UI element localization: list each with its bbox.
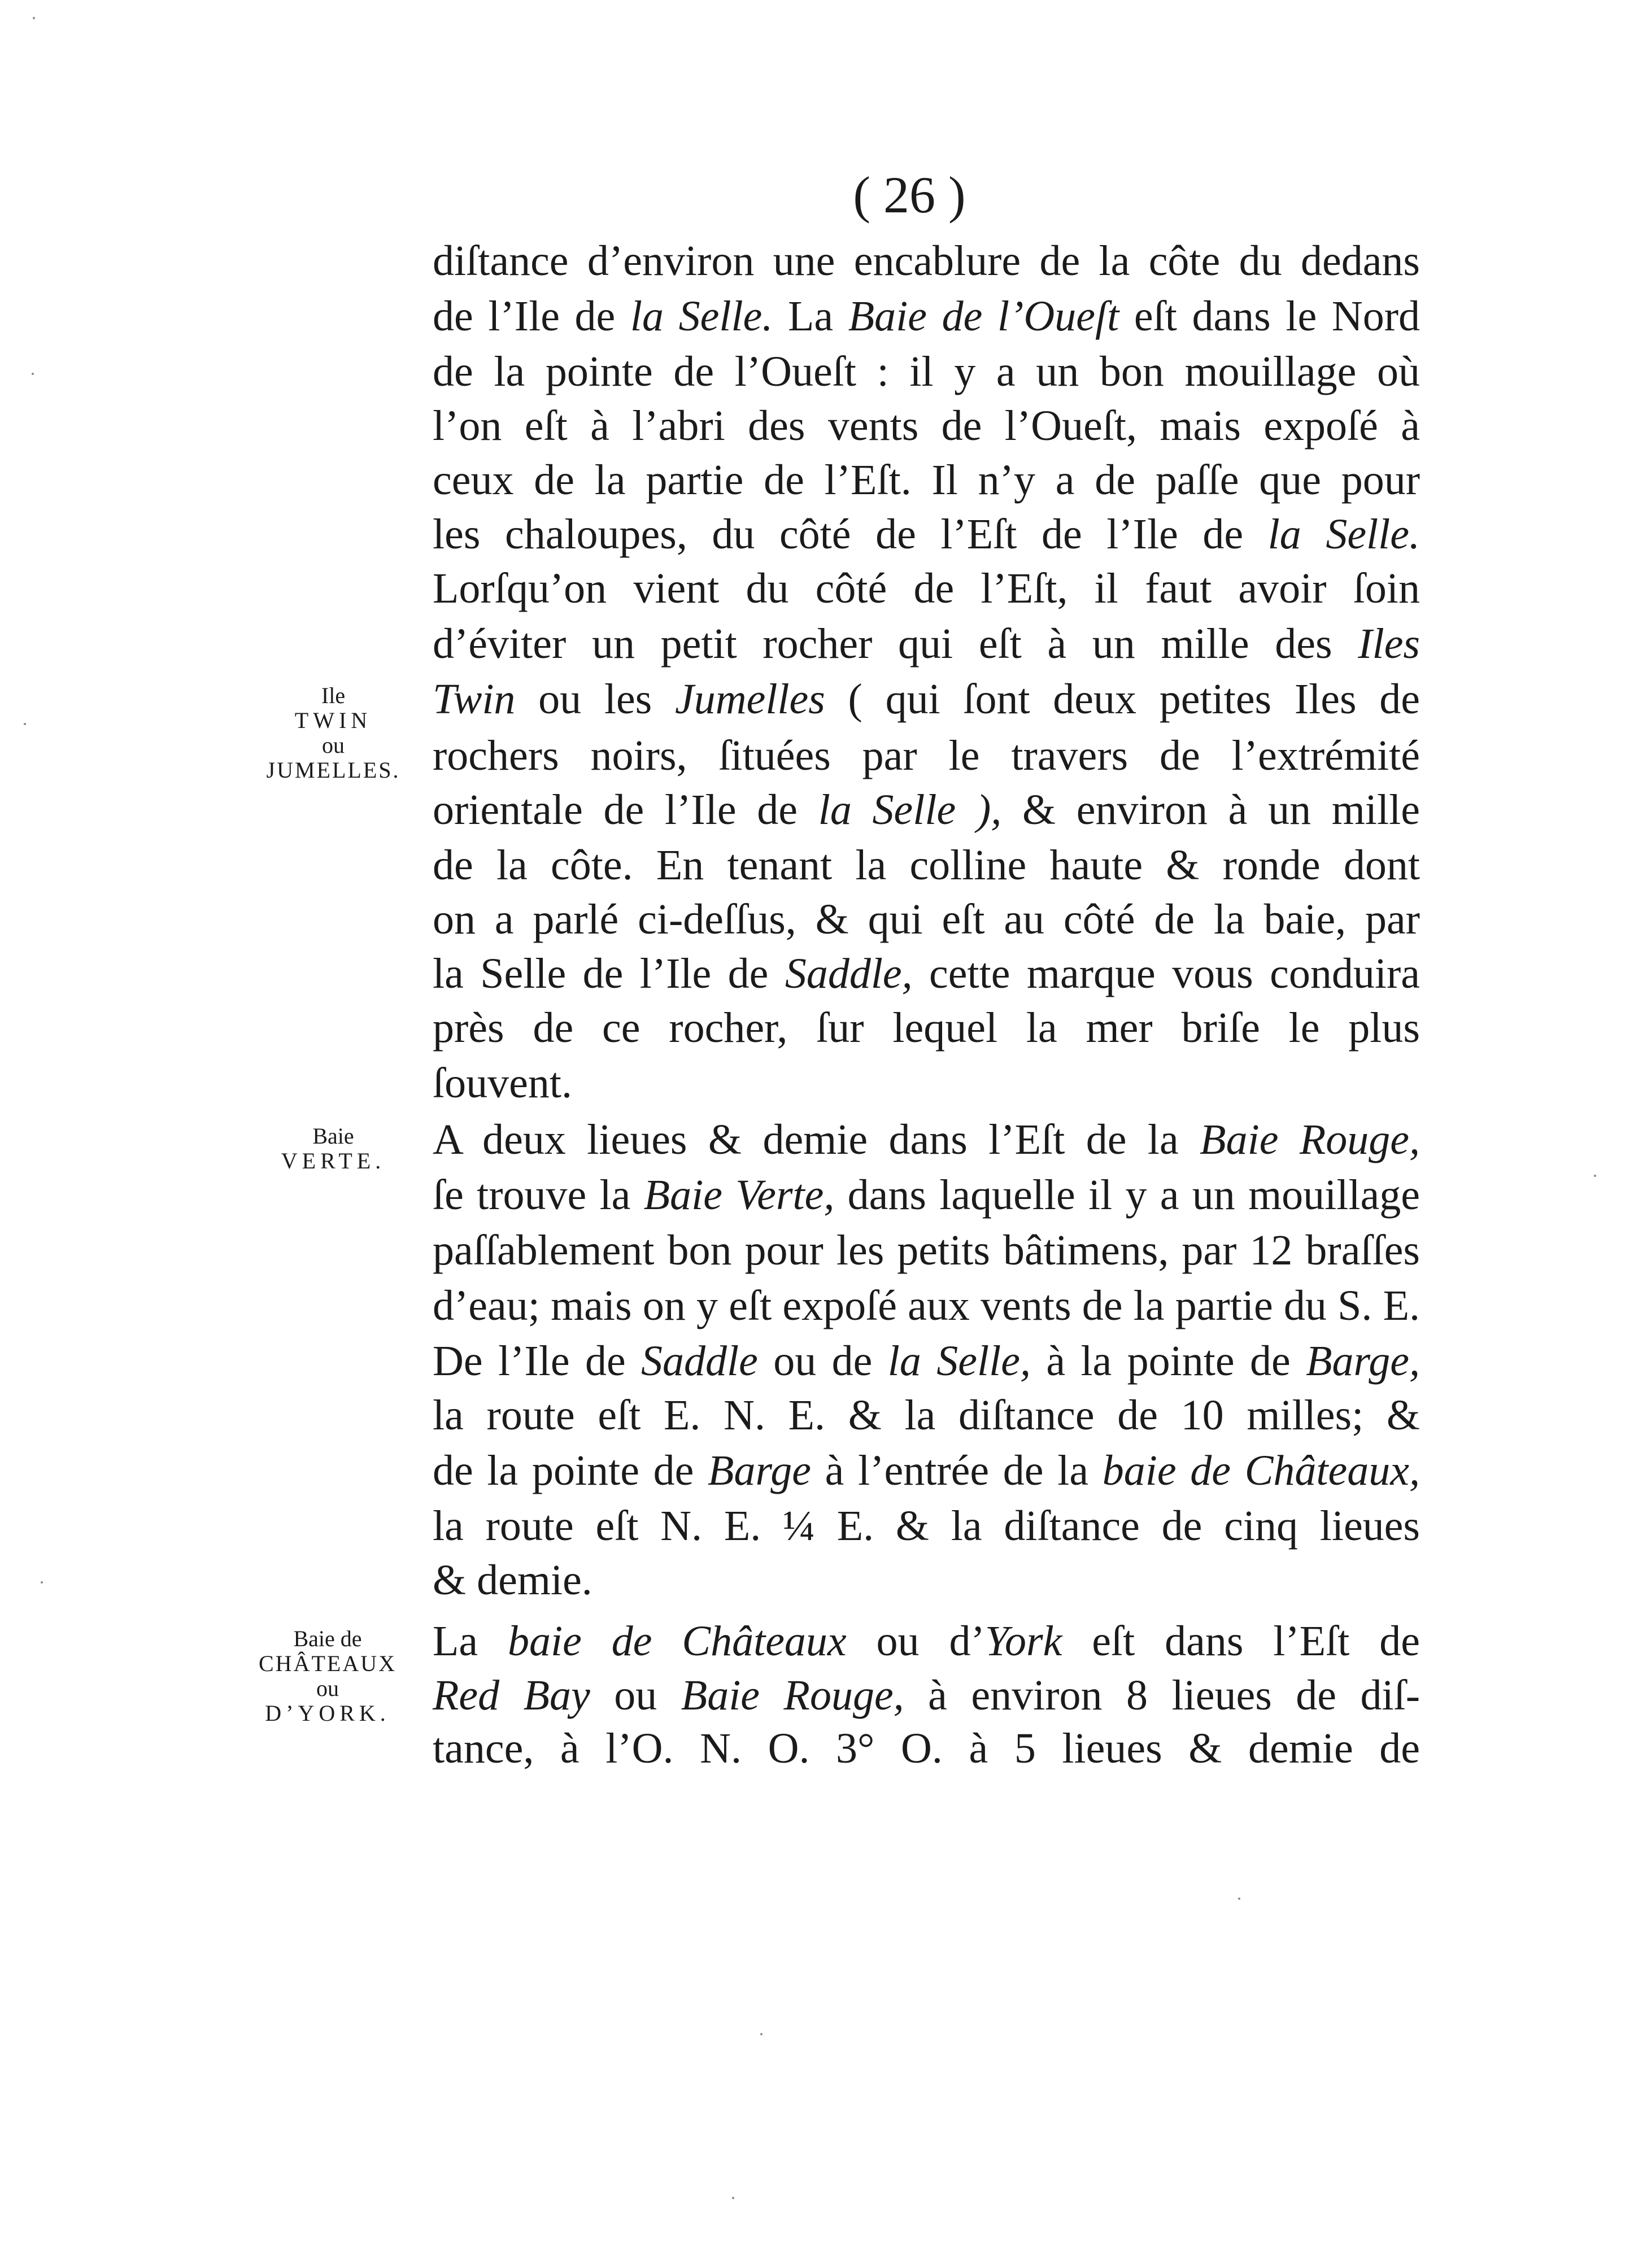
margin-note-line: ou bbox=[322, 732, 345, 758]
page-number: ( 26 ) bbox=[853, 166, 966, 224]
text-segment: cette marque vous conduira bbox=[912, 950, 1421, 997]
text-segment: eſt dans l’Eſt de bbox=[1062, 1617, 1420, 1665]
italic-text: Baie Rouge, bbox=[681, 1672, 904, 1719]
paper-speck bbox=[1594, 1175, 1596, 1177]
italic-text: Red Bay bbox=[433, 1672, 590, 1719]
text-segment: paſſablement bon pour les petits bâtimens, par 12 braſſes bbox=[433, 1227, 1420, 1274]
text-segment: la route eſt N. E. ¼ E. & la diſtance de cinq lieues bbox=[433, 1502, 1420, 1550]
margin-note-line: D’YORK. bbox=[265, 1700, 390, 1726]
italic-text: Twin bbox=[433, 675, 516, 723]
text-line bbox=[433, 838, 1420, 892]
italic-text: Barge, bbox=[1306, 1337, 1421, 1385]
italic-text: baie de Châteaux bbox=[508, 1617, 847, 1665]
text-line bbox=[433, 1056, 1420, 1110]
text-line bbox=[433, 1553, 1420, 1607]
text-segment: A deux lieues & demie dans l’Eſt de la bbox=[433, 1116, 1200, 1163]
text-line bbox=[433, 1279, 1420, 1333]
text-segment: ou les bbox=[515, 675, 675, 723]
margin-note-line: VERTE. bbox=[281, 1148, 386, 1174]
paper-speck bbox=[760, 2033, 762, 2035]
text-line bbox=[433, 507, 1420, 561]
text-line bbox=[433, 672, 1420, 726]
text-line bbox=[433, 1443, 1420, 1498]
text-segment: ( qui ſont deux petites Iles de bbox=[825, 675, 1420, 723]
italic-text: Barge bbox=[708, 1447, 811, 1494]
text-segment: tance, à l’O. N. O. 3° O. à 5 lieues & demie de bbox=[433, 1725, 1420, 1772]
margin-note-line: JUMELLES. bbox=[266, 757, 400, 783]
text-segment: la route eſt E. N. E. & la diſtance de 10 milles; & bbox=[433, 1392, 1420, 1439]
italic-text: Saddle bbox=[641, 1337, 758, 1385]
text-segment: ſouvent. bbox=[433, 1059, 572, 1107]
text-segment: orientale de l’Ile de bbox=[433, 786, 818, 834]
text-segment: La bbox=[433, 1617, 508, 1665]
text-segment: ou d’ bbox=[846, 1617, 985, 1665]
text-line bbox=[433, 729, 1420, 783]
text-segment: ou bbox=[590, 1672, 681, 1719]
text-line bbox=[433, 1334, 1420, 1388]
text-segment: de la pointe de bbox=[433, 1447, 708, 1494]
text-segment: de l’Ile de bbox=[433, 293, 630, 340]
margin-note-line: TWIN bbox=[294, 708, 372, 733]
text-segment: ceux de la partie de l’Eſt. Il n’y a de paſſe que pour bbox=[433, 456, 1420, 504]
italic-text: Baie Verte, bbox=[643, 1171, 835, 1219]
text-segment: la Selle de l’Ile de bbox=[433, 950, 785, 997]
text-line bbox=[433, 783, 1420, 837]
text-line bbox=[433, 453, 1420, 507]
paper-speck bbox=[32, 373, 34, 375]
text-segment: La bbox=[773, 293, 848, 340]
text-line bbox=[433, 892, 1420, 947]
text-segment: les chaloupes, du côté de l’Eſt de l’Ile de bbox=[433, 511, 1268, 558]
text-segment: De l’Ile de bbox=[433, 1337, 642, 1385]
text-line bbox=[433, 289, 1420, 343]
italic-text: la Selle. bbox=[1267, 511, 1421, 558]
italic-text: Baie Rouge, bbox=[1200, 1116, 1420, 1163]
text-segment: on a parlé ci-deſſus, & qui eſt au côté de la baie, par bbox=[433, 896, 1420, 943]
italic-text: Iles bbox=[1358, 620, 1420, 668]
text-segment: à l’entrée de la bbox=[811, 1447, 1103, 1494]
text-line bbox=[433, 1668, 1420, 1722]
margin-note-line: Ile bbox=[321, 683, 346, 708]
text-segment: à la pointe de bbox=[1030, 1337, 1306, 1385]
text-segment: de la pointe de l’Oueſt : il y a un bon mouillage où bbox=[433, 348, 1420, 395]
margin-note-twin bbox=[237, 683, 429, 783]
text-line bbox=[433, 1614, 1420, 1668]
text-segment: ou de bbox=[757, 1337, 888, 1385]
italic-text: la Selle. bbox=[630, 293, 773, 340]
margin-note-verte bbox=[249, 1124, 418, 1174]
text-line bbox=[433, 617, 1420, 671]
text-line bbox=[433, 1113, 1420, 1167]
text-segment: près de ce rocher, ſur lequel la mer briſe le plus bbox=[433, 1004, 1420, 1052]
text-line bbox=[433, 1168, 1420, 1222]
text-segment: dans laquelle il y a un mouillage bbox=[834, 1171, 1420, 1219]
paper-speck bbox=[24, 723, 26, 725]
paper-speck bbox=[33, 17, 35, 19]
margin-note-line: CHÂTEAUX bbox=[259, 1651, 396, 1676]
text-segment: à environ 8 lieues de diſ- bbox=[904, 1672, 1421, 1719]
italic-text: la Selle ), bbox=[818, 786, 1002, 834]
text-segment: eſt dans le Nord bbox=[1119, 293, 1421, 340]
text-segment: & demie. bbox=[433, 1556, 592, 1604]
margin-note-line: Baie de bbox=[293, 1626, 362, 1651]
italic-text: Baie de l’Oueſt bbox=[848, 293, 1119, 340]
text-segment: d’eau; mais on y eſt expoſé aux vents de la partie du S. E. bbox=[433, 1282, 1420, 1329]
italic-text: Saddle, bbox=[785, 950, 913, 997]
paper-speck bbox=[1238, 1898, 1240, 1900]
text-line bbox=[433, 344, 1420, 399]
text-line bbox=[433, 1499, 1420, 1553]
text-line bbox=[433, 1001, 1420, 1055]
text-line bbox=[433, 1223, 1420, 1277]
text-line bbox=[433, 561, 1420, 616]
italic-text: la Selle, bbox=[887, 1337, 1031, 1385]
paper-speck bbox=[41, 1581, 43, 1584]
italic-text: Jumelles bbox=[674, 675, 825, 723]
text-line bbox=[433, 947, 1420, 1001]
text-segment: & environ à un mille bbox=[1001, 786, 1420, 834]
text-segment: de la côte. En tenant la colline haute & ronde dont bbox=[433, 841, 1420, 889]
paper-speck bbox=[732, 2197, 734, 2199]
text-line bbox=[433, 1388, 1420, 1442]
text-line bbox=[433, 1721, 1420, 1776]
italic-text: baie de Châteaux, bbox=[1102, 1447, 1420, 1494]
text-segment: Lorſqu’on vient du côté de l’Eſt, il faut avoir ſoin bbox=[433, 565, 1420, 612]
text-segment: rochers noirs, ſituées par le travers de l’extrémité bbox=[433, 732, 1420, 779]
text-segment: ſe trouve la bbox=[433, 1171, 644, 1219]
margin-note-line: Baie bbox=[312, 1123, 354, 1149]
italic-text: York bbox=[984, 1617, 1062, 1665]
text-line bbox=[433, 399, 1420, 453]
margin-note-line: ou bbox=[316, 1676, 339, 1701]
margin-note-chateaux bbox=[237, 1626, 418, 1726]
text-segment: diſtance d’environ une encablure de la côte du dedans bbox=[433, 237, 1420, 285]
text-segment: l’on eſt à l’abri des vents de l’Oueſt, mais expoſé à bbox=[433, 402, 1420, 450]
text-segment: d’éviter un petit rocher qui eſt à un mille des bbox=[433, 620, 1358, 668]
text-line bbox=[433, 234, 1420, 288]
